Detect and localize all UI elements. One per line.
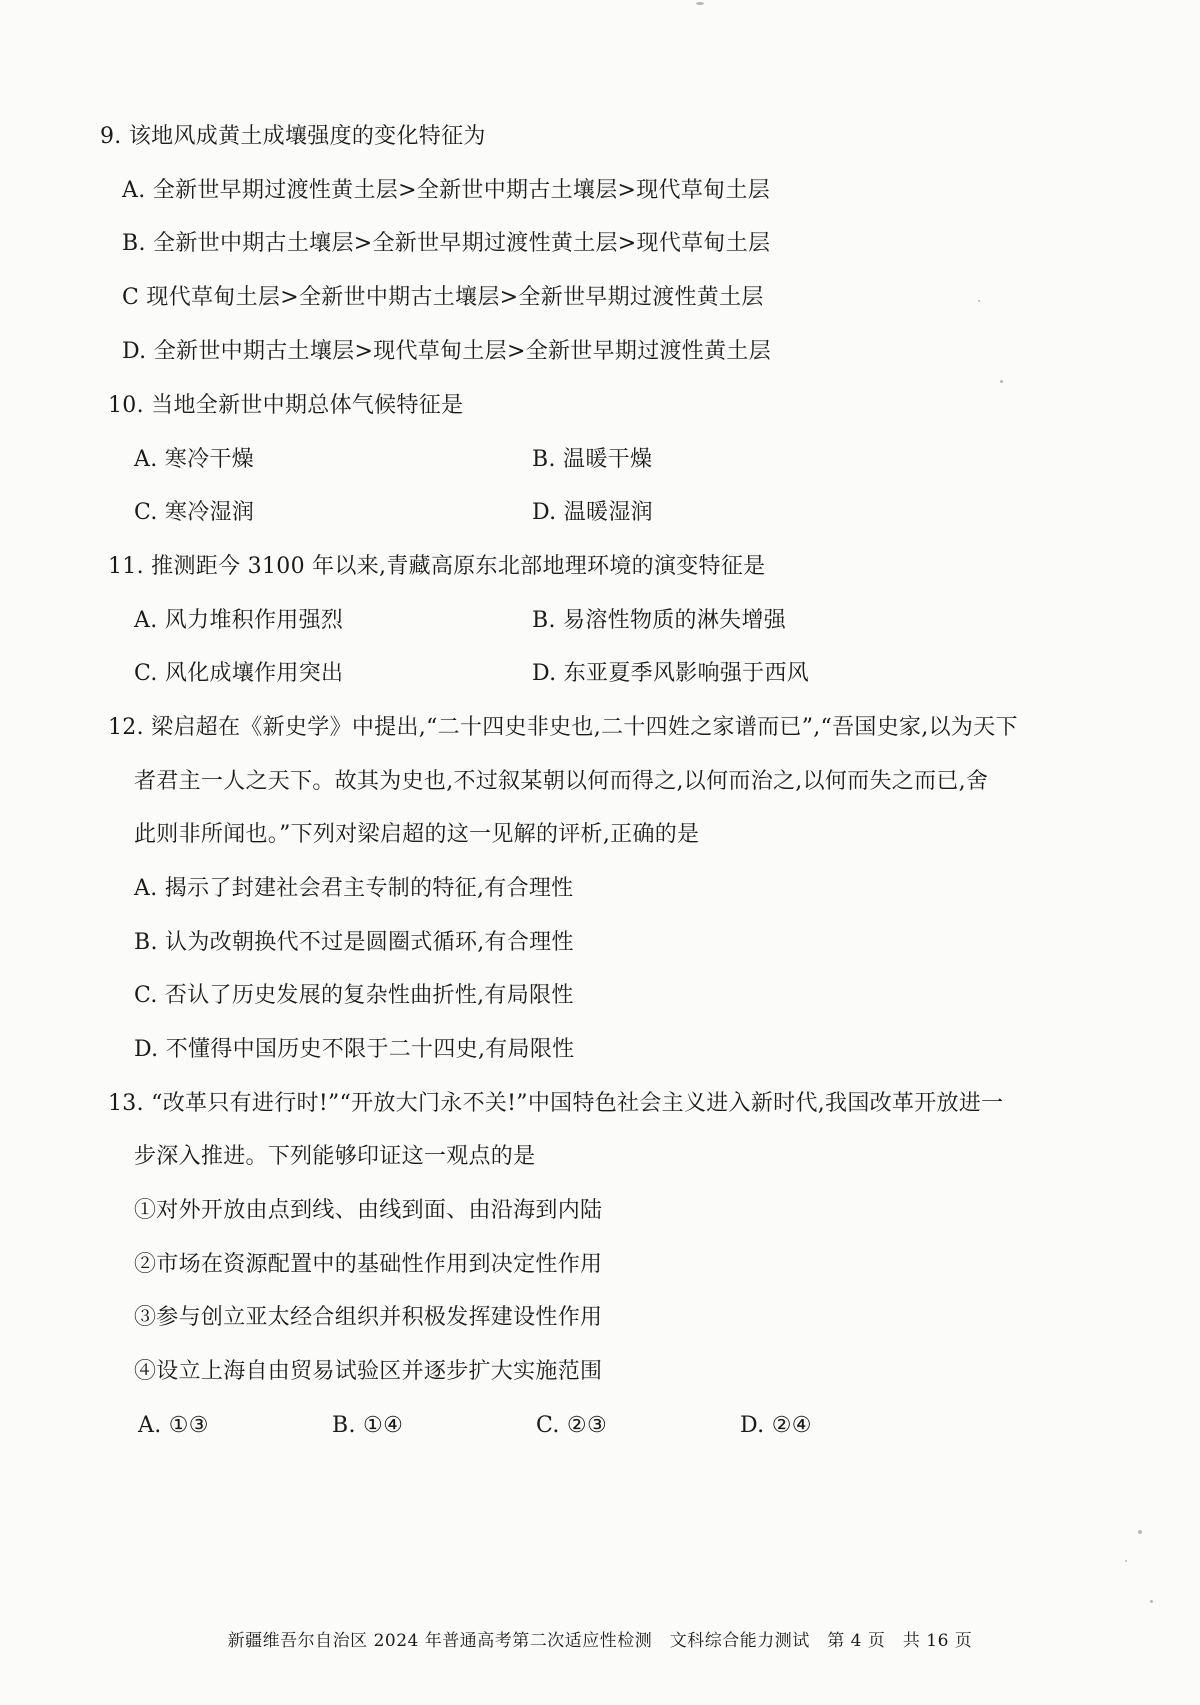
q10-stem: 10. 当地全新世中期总体气候特征是 [108, 393, 464, 418]
q9-option-a: A. 全新世早期过渡性黄土层>全新世中期古土壤层>现代草甸土层 [122, 178, 771, 203]
scan-speck [1138, 1530, 1142, 1534]
q10-option-d: D. 温暖湿润 [532, 500, 653, 525]
q11-option-c: C. 风化成壤作用突出 [134, 661, 344, 686]
q12-stem-line-2: 者君主一人之天下。故其为史也,不过叙某朝以何而得之,以何而治之,以何而失之而已,舍 [134, 769, 989, 794]
scan-speck [696, 2, 704, 5]
q9-option-b: B. 全新世中期古土壤层>全新世早期过渡性黄土层>现代草甸土层 [122, 231, 771, 256]
q13-option-a: A. ①③ [138, 1413, 209, 1438]
q9-option-d: D. 全新世中期古土壤层>现代草甸土层>全新世早期过渡性黄土层 [122, 339, 772, 364]
q12-option-b: B. 认为改朝换代不过是圆圈式循环,有合理性 [134, 930, 574, 955]
q11-option-d: D. 东亚夏季风影响强于西风 [532, 661, 810, 686]
scan-speck [1125, 1560, 1127, 1562]
q10-option-b: B. 温暖干燥 [532, 447, 653, 472]
q13-option-c: C. ②③ [536, 1413, 607, 1438]
q13-stem-line-1: 13. “改革只有进行时!”“开放大门永不关!”中国特色社会主义进入新时代,我国改革开放进一 [108, 1091, 1004, 1116]
q9-stem: 9. 该地风成黄土成壤强度的变化特征为 [100, 124, 486, 149]
q13-stem-line-2: 步深入推进。下列能够印证这一观点的是 [134, 1144, 536, 1169]
q13-item-3: ③参与创立亚太经合组织并积极发挥建设性作用 [134, 1305, 603, 1330]
scan-speck [978, 300, 980, 302]
q12-stem-line-1: 12. 梁启超在《新史学》中提出,“二十四史非史也,二十四姓之家谱而已”,“吾国史家,以为天下 [108, 715, 1018, 740]
q12-option-d: D. 不懂得中国历史不限于二十四史,有局限性 [134, 1037, 575, 1062]
scan-speck [1000, 380, 1003, 383]
q11-stem: 11. 推测距今 3100 年以来,青藏高原东北部地理环境的演变特征是 [108, 554, 766, 579]
q12-option-c: C. 否认了历史发展的复杂性曲折性,有局限性 [134, 983, 574, 1008]
page-footer: 新疆维吾尔自治区 2024 年普通高考第二次适应性检测 文科综合能力测试 第 4 页 共 16 页 [227, 1631, 973, 1651]
q10-option-c: C. 寒冷湿润 [134, 500, 255, 525]
q12-option-a: A. 揭示了封建社会君主专制的特征,有合理性 [134, 876, 574, 901]
q10-option-a: A. 寒冷干燥 [134, 447, 254, 472]
q13-item-1: ①对外开放由点到线、由线到面、由沿海到内陆 [134, 1198, 603, 1223]
q13-item-2: ②市场在资源配置中的基础性作用到决定性作用 [134, 1252, 603, 1277]
q12-stem-line-3: 此则非所闻也。”下列对梁启超的这一见解的评析,正确的是 [134, 822, 700, 847]
q13-option-d: D. ②④ [740, 1413, 812, 1438]
q9-option-c: C 现代草甸土层>全新世中期古土壤层>全新世早期过渡性黄土层 [122, 285, 764, 310]
q11-option-a: A. 风力堆积作用强烈 [134, 608, 344, 633]
q13-item-4: ④设立上海自由贸易试验区并逐步扩大实施范围 [134, 1359, 603, 1384]
q13-option-b: B. ①④ [332, 1413, 404, 1438]
q11-option-b: B. 易溶性物质的淋失增强 [532, 608, 787, 633]
scan-speck [1150, 1600, 1153, 1603]
